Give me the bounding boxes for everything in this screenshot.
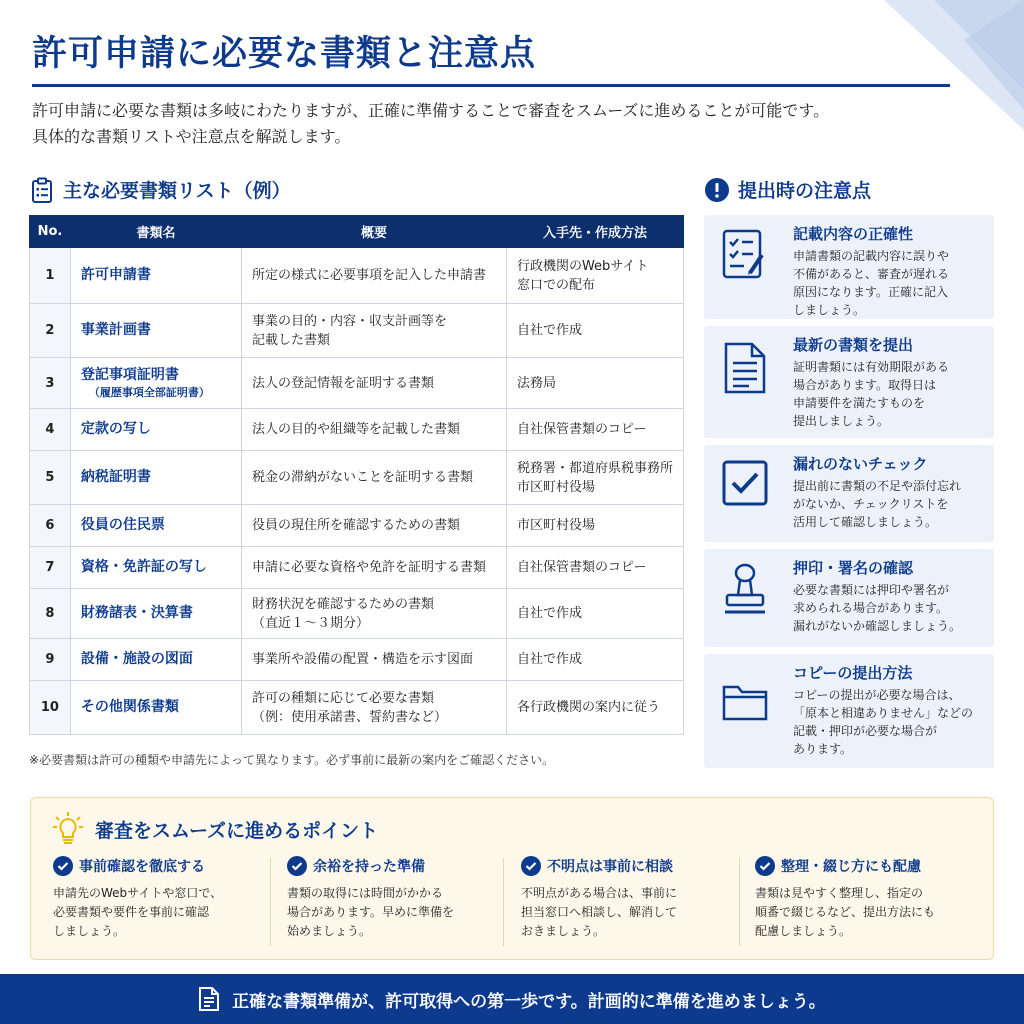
tip-body-line: おきましょう。	[521, 924, 606, 938]
caution-card	[704, 549, 994, 647]
source-line: 自社保管書類のコピー	[516, 560, 647, 575]
source-line: 窓口での配布	[516, 277, 595, 293]
intro-text	[32, 98, 972, 150]
source-line: 自社保管書類のコピー	[516, 422, 647, 437]
tip-body-line: 始めましょう。	[287, 924, 372, 938]
card-body-line: 場合があります。取得日は	[793, 378, 937, 392]
documents-table	[29, 215, 684, 735]
document-name	[70, 409, 241, 451]
document-summary	[242, 358, 507, 409]
table-row	[30, 304, 684, 358]
card-title: 記載内容の正確性	[793, 225, 914, 243]
tip-body-line: 書類は見やすく整理し、指定の	[755, 886, 924, 900]
title-underline	[32, 84, 950, 87]
document-name	[70, 547, 241, 589]
tip-body-line: 担当窓口へ相談し、解消して	[521, 905, 678, 919]
document-name	[70, 304, 241, 358]
document-name-text: 事業計画書	[80, 322, 151, 338]
card-body-line: コピーの提出が必要な場合は、	[793, 688, 961, 702]
document-source	[506, 358, 683, 409]
summary-line: （例：使用承諾書、誓約書など）	[252, 709, 448, 725]
table-row	[30, 681, 684, 735]
document-source	[506, 681, 683, 735]
source-line: 市区町村役場	[516, 479, 595, 495]
caution-card	[704, 445, 994, 542]
card-body-line: 提出前に書類の不足や添付忘れ	[793, 479, 962, 493]
source-line: 自社で作成	[516, 606, 582, 621]
tip-body-line: 配慮しましょう。	[755, 924, 852, 938]
document-name	[70, 248, 241, 304]
row-number: 2	[30, 304, 71, 358]
document-summary	[242, 451, 507, 505]
tip-divider	[739, 858, 740, 946]
tip-body	[287, 884, 517, 941]
tip-body	[521, 884, 751, 941]
checklist-icon	[721, 227, 769, 283]
tip-title	[521, 856, 751, 876]
document-summary	[242, 639, 507, 681]
card-title: 押印・署名の確認	[793, 559, 914, 577]
row-number: 7	[30, 547, 71, 589]
summary-line: 役員の現住所を確認するための書類	[252, 518, 461, 533]
source-line: 市区町村役場	[516, 518, 595, 533]
card-body-line: しましょう。	[793, 303, 866, 317]
tip-body	[755, 884, 985, 941]
document-name-text: その他関係書類	[80, 699, 179, 715]
card-body-line: 申請書類の記載内容に誤りや	[793, 249, 950, 263]
document-name-text: 役員の住民票	[80, 517, 165, 533]
tip-title-text: 不明点は事前に相談	[547, 859, 673, 875]
document-name-text: 定款の写し	[80, 421, 151, 437]
card-body-line: 必要な書類には押印や署名が	[793, 583, 950, 597]
row-number: 4	[30, 409, 71, 451]
document-name	[70, 451, 241, 505]
document-summary	[242, 681, 507, 735]
tip-body-line: しましょう。	[53, 924, 126, 938]
document-name-text: 納税証明書	[80, 469, 151, 485]
document-source	[506, 451, 683, 505]
source-line: 自社で作成	[516, 323, 582, 338]
tips-box	[30, 797, 994, 960]
tip-title	[287, 856, 517, 876]
check-circle-icon	[287, 856, 307, 876]
footer-text: 正確な書類準備が、許可取得への第一歩です。計画的に準備を進めましょう。	[232, 991, 826, 1012]
document-icon	[721, 340, 769, 396]
caution-section-heading	[704, 176, 871, 203]
caution-section-title: 提出時の注意点	[738, 180, 872, 202]
intro-line: 具体的な書類リストや注意点を解説します。	[32, 127, 351, 146]
intro-line: 許可申請に必要な書類は多岐にわたりますが、正確に準備することで審査をスムーズに進めることが可能です。	[32, 101, 830, 120]
row-number: 10	[30, 681, 71, 735]
card-body-line: がないか、チェックリストを	[793, 497, 949, 511]
document-name-text: 登記事項証明書	[80, 367, 179, 383]
column-header-name: 書類名	[70, 216, 241, 248]
summary-line: 法人の登記情報を証明する書類	[252, 375, 435, 391]
document-name	[70, 589, 241, 639]
card-body-line: 求められる場合があります。	[793, 601, 949, 615]
row-number: 1	[30, 248, 71, 304]
card-title: 漏れのないチェック	[793, 455, 928, 473]
table-footnote: ※必要書類は許可の種類や申請先によって異なります。必ず事前に最新の案内をご確認ください。	[29, 753, 555, 767]
card-body	[793, 477, 993, 531]
summary-line: （直近１～３期分）	[252, 615, 370, 631]
row-number: 3	[30, 358, 71, 409]
tip-item	[287, 856, 517, 941]
card-body-line: あります。	[793, 742, 853, 756]
tip-body-line: 申請先のWebサイトや窓口で、	[53, 886, 223, 900]
tips-heading	[53, 812, 378, 846]
card-body-line: 漏れがないか確認しましょう。	[793, 619, 962, 633]
document-name-sub: （履歴事項全部証明書）	[88, 386, 210, 399]
table-row	[30, 547, 684, 589]
card-body	[793, 358, 993, 430]
card-body-line: 提出しましょう。	[793, 414, 890, 428]
tip-body-line: 場合があります。早めに準備を	[287, 905, 455, 919]
document-name-text: 許可申請書	[80, 267, 151, 283]
table-row	[30, 451, 684, 505]
exclamation-icon	[704, 177, 730, 203]
document-name	[70, 681, 241, 735]
tip-body-line: 順番で綴じるなど、提出方法にも	[755, 905, 936, 919]
tip-title	[53, 856, 283, 876]
check-circle-icon	[521, 856, 541, 876]
document-name	[70, 505, 241, 547]
tip-body-line: 書類の取得には時間がかかる	[287, 886, 444, 900]
row-number: 6	[30, 505, 71, 547]
card-body-line: 不備があると、審査が遅れる	[793, 267, 950, 281]
check-circle-icon	[53, 856, 73, 876]
card-title: コピーの提出方法	[793, 664, 913, 682]
table-row	[30, 639, 684, 681]
document-summary	[242, 547, 507, 589]
list-section-title: 主な必要書類リスト（例）	[63, 180, 291, 202]
tip-body	[53, 884, 283, 941]
lightbulb-icon	[53, 812, 83, 846]
summary-line: 法人の目的や組織等を記載した書類	[252, 422, 461, 437]
card-title: 最新の書類を提出	[793, 336, 914, 354]
list-section-heading	[29, 176, 291, 203]
checkbox-icon	[721, 455, 769, 511]
column-header-source: 入手先・作成方法	[506, 216, 683, 248]
row-number: 8	[30, 589, 71, 639]
table-row	[30, 505, 684, 547]
tip-title-text: 整理・綴じ方にも配慮	[781, 859, 921, 875]
source-line: 各行政機関の案内に従う	[516, 700, 660, 715]
document-icon	[198, 986, 220, 1012]
card-body-line: 「原本と相違ありません」などの	[793, 706, 974, 720]
document-name-text: 財務諸表・決算書	[80, 605, 193, 621]
card-body-line: 原因になります。正確に記入	[793, 285, 949, 299]
source-line: 行政機関のWebサイト	[516, 258, 649, 274]
document-name-text: 設備・施設の図面	[80, 651, 193, 667]
table-row	[30, 409, 684, 451]
table-row	[30, 589, 684, 639]
summary-line: 記載した書類	[252, 332, 331, 348]
summary-line: 財務状況を確認するための書類	[252, 596, 435, 612]
document-name	[70, 639, 241, 681]
document-summary	[242, 505, 507, 547]
summary-line: 事業所や設備の配置・構造を示す図面	[252, 652, 474, 667]
summary-line: 税金の滞納がないことを証明する書類	[252, 470, 474, 485]
document-source	[506, 639, 683, 681]
document-summary	[242, 589, 507, 639]
folder-icon	[721, 674, 769, 730]
row-number: 9	[30, 639, 71, 681]
table-row	[30, 248, 684, 304]
summary-line: 事業の目的・内容・収支計画等を	[252, 313, 448, 329]
card-body-line: 証明書類には有効期限がある	[793, 360, 950, 374]
card-body-line: 活用して確認しましょう。	[793, 515, 938, 529]
column-header-summary: 概要	[242, 216, 507, 248]
document-source	[506, 505, 683, 547]
check-circle-icon	[755, 856, 775, 876]
card-body	[793, 247, 993, 319]
tip-body-line: 不明点がある場合は、事前に	[521, 886, 678, 900]
table-row	[30, 358, 684, 409]
card-body-line: 申請要件を満たすものを	[793, 396, 926, 410]
document-source	[506, 409, 683, 451]
document-summary	[242, 304, 507, 358]
tip-item	[53, 856, 283, 941]
document-source	[506, 589, 683, 639]
tip-item	[755, 856, 985, 941]
caution-card	[704, 326, 994, 438]
summary-line: 許可の種類に応じて必要な書類	[252, 690, 435, 706]
table-header-row	[30, 216, 684, 248]
tip-title-text: 事前確認を徹底する	[79, 859, 205, 875]
source-line: 自社で作成	[516, 652, 582, 667]
source-line: 法務局	[516, 375, 556, 391]
summary-line: 申請に必要な資格や免許を証明する書類	[252, 560, 487, 575]
document-summary	[242, 409, 507, 451]
document-source	[506, 547, 683, 589]
card-body-line: 記載・押印が必要な場合が	[793, 724, 938, 738]
document-summary	[242, 248, 507, 304]
page-title: 許可申請に必要な書類と注意点	[32, 34, 537, 74]
document-source	[506, 248, 683, 304]
tip-divider	[270, 858, 271, 946]
document-name	[70, 358, 241, 409]
footer-banner	[0, 974, 1024, 1024]
summary-line: 所定の様式に必要事項を記入した申請書	[252, 268, 487, 283]
caution-card	[704, 215, 994, 319]
tip-title	[755, 856, 985, 876]
stamp-icon	[721, 563, 769, 619]
caution-card	[704, 654, 994, 768]
row-number: 5	[30, 451, 71, 505]
tip-item	[521, 856, 751, 941]
document-name-text: 資格・免許証の写し	[80, 559, 207, 575]
column-header-no: No.	[30, 216, 71, 248]
source-line: 税務署・都道府県税事務所	[516, 460, 673, 476]
card-body	[793, 686, 993, 758]
tip-divider	[503, 858, 504, 946]
tips-title: 審査をスムーズに進めるポイント	[95, 819, 379, 842]
tip-body-line: 必要書類や要件を事前に確認	[53, 905, 210, 919]
card-body	[793, 581, 993, 635]
document-source	[506, 304, 683, 358]
clipboard-icon	[29, 177, 55, 203]
tip-title-text: 余裕を持った準備	[313, 859, 425, 875]
